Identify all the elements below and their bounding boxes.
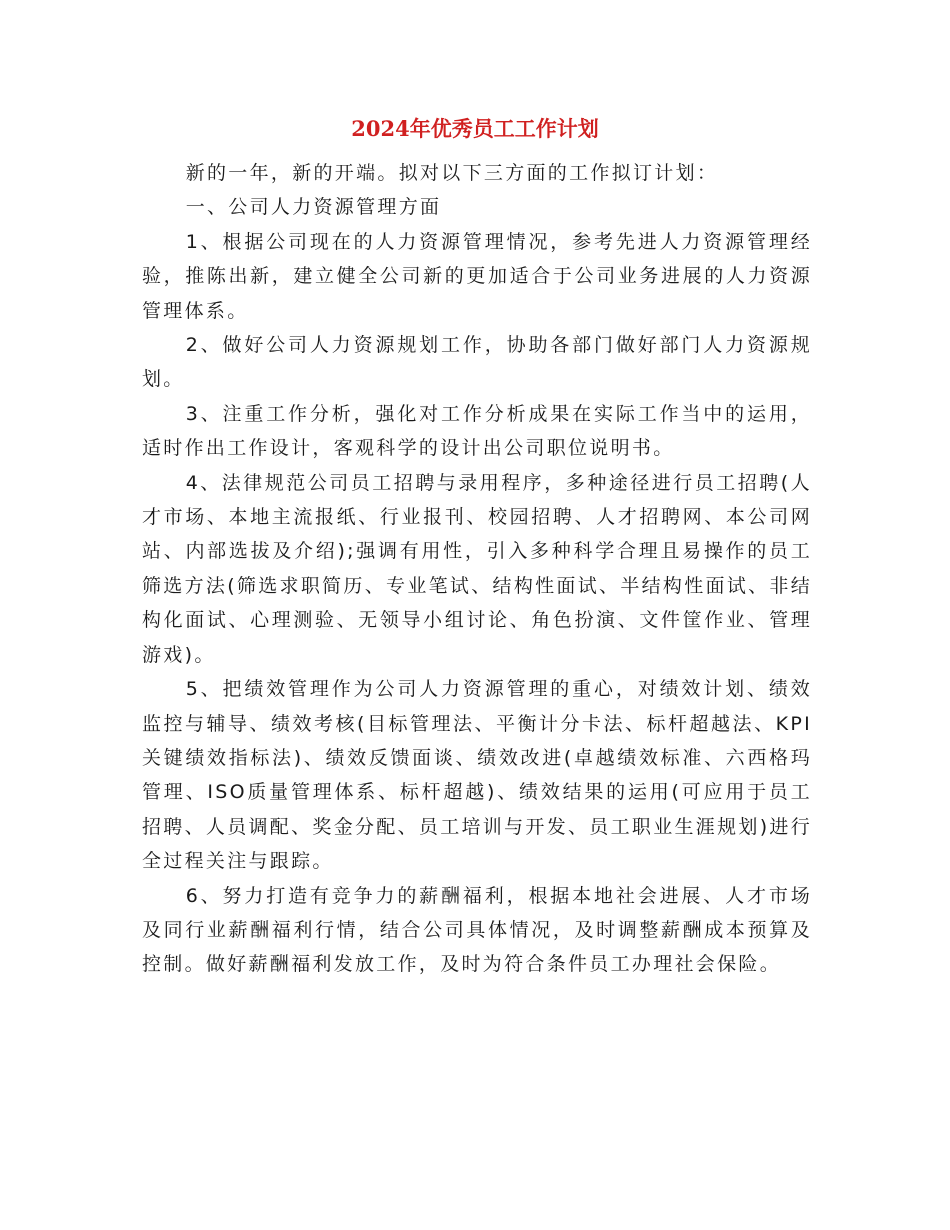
document-body	[142, 156, 812, 982]
paragraph-intro: 新的一年，新的开端。拟对以下三方面的工作拟订计划：	[185, 162, 719, 184]
paragraph-item-5: 5、把绩效管理作为公司人力资源管理的重心，对绩效计划、绩效监控与辅导、绩效考核(目标管理法、平衡计分卡法、标杆超越法、KPI关键绩效指标法)、绩效反馈面谈、绩效改进(卓越绩效标准、六西格玛管理、ISO质量管理体系、标杆超越)、绩效结果的运用(可应用于员工招聘、人员调配、奖金分配、员工培训与开发、员工职业生涯规划)进行全过程关注与跟踪。	[142, 678, 813, 873]
paragraph-item-4: 4、法律规范公司员工招聘与录用程序，多种途径进行员工招聘(人才市场、本地主流报纸、行业报刊、校园招聘、人才招聘网、本公司网站、内部选拔及介绍);强调有用性，引入多种科学合理且易操作的员工筛选方法(筛选求职简历、专业笔试、结构性面试、半结构性面试、非结构化面试、心理测验、无领导小组讨论、角色扮演、文件筐作业、管理游戏)。	[142, 471, 813, 666]
paragraph-item-3: 3、注重工作分析，强化对工作分析成果在实际工作当中的运用，适时作出工作设计，客观科学的设计出公司职位说明书。	[142, 402, 812, 460]
paragraph-item-6: 6、努力打造有竞争力的薪酬福利，根据本地社会进展、人才市场及同行业薪酬福利行情，结合公司具体情况，及时调整薪酬成本预算及控制。做好薪酬福利发放工作，及时为符合条件员工办理社会保险。	[142, 884, 812, 976]
paragraph-item-1: 1、根据公司现在的人力资源管理情况，参考先进人力资源管理经验，推陈出新，建立健全公司新的更加适合于公司业务进展的人力资源管理体系。	[142, 230, 812, 322]
paragraph-item-2: 2、做好公司人力资源规划工作，协助各部门做好部门人力资源规划。	[142, 334, 812, 391]
section-heading: 一、公司人力资源管理方面	[185, 196, 442, 219]
document-title: 2024年优秀员工工作计划	[351, 116, 599, 141]
